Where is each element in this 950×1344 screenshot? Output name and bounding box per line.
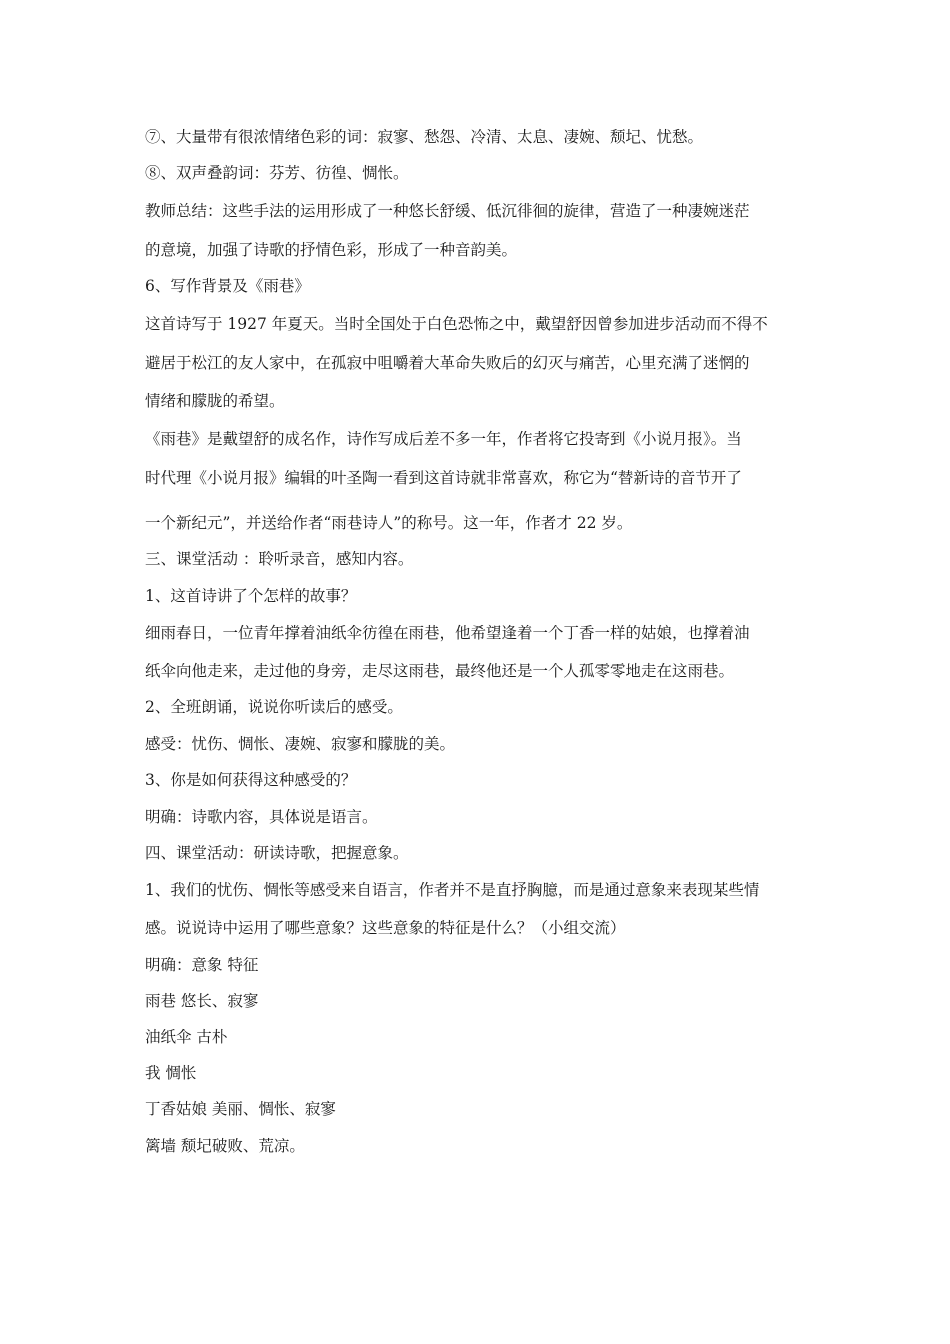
question-heading: 1、我们的忧伤、惆怅等感受来自语言，作者并不是直抒胸臆，而是通过意象来表现某些情: [145, 881, 760, 899]
imagery-item: 我 惆怅: [145, 1064, 197, 1082]
text-line: 避居于松江的友人家中，在孤寂中咀嚼着大革命失败后的幻灭与痛苦，心里充满了迷惘的: [145, 354, 750, 372]
section-heading: 四、课堂活动：研读诗歌，把握意象。: [145, 844, 409, 862]
text-line: 这首诗写于 1927 年夏天。当时全国处于白色恐怖之中，戴望舒因曾参加进步活动而不得不: [145, 315, 768, 333]
text-line: 的意境，加强了诗歌的抒情色彩，形成了一种音韵美。: [145, 241, 518, 259]
imagery-item: 丁香姑娘 美丽、惆怅、寂寥: [145, 1100, 336, 1118]
text-line: 教师总结：这些手法的运用形成了一种悠长舒缓、低沉徘徊的旋律，营造了一种凄婉迷茫: [145, 202, 750, 220]
question-heading: 1、这首诗讲了个怎样的故事？: [145, 587, 357, 605]
text-line: 纸伞向他走来，走过他的身旁，走尽这雨巷，最终他还是一个人孤零零地走在这雨巷。: [145, 662, 735, 680]
table-header-line: 明确：意象 特征: [145, 956, 259, 974]
section-heading: 三、课堂活动 ：聆听录音，感知内容。: [145, 550, 414, 568]
text-line: 感受：忧伤、惆怅、凄婉、寂寥和朦胧的美。: [145, 735, 456, 753]
text-line: 情绪和朦胧的希望。: [145, 392, 285, 410]
text-line: ⑧、双声叠韵词：芬芳、彷徨、惆怅。: [145, 164, 409, 182]
text-line: ⑦、大量带有很浓情绪色彩的词：寂寥、愁怨、冷清、太息、凄婉、颓圮、忧愁。: [145, 128, 704, 146]
text-line: 明确：诗歌内容，具体说是语言。: [145, 808, 378, 826]
text-line: 时代理《小说月报》编辑的叶圣陶一看到这首诗就非常喜欢，称它为“替新诗的音节开了: [145, 469, 742, 487]
question-heading: 3、你是如何获得这种感受的？: [145, 771, 357, 789]
imagery-item: 篱墙 颓圮破败、荒凉。: [145, 1137, 305, 1155]
imagery-item: 雨巷 悠长、寂寥: [145, 992, 259, 1010]
imagery-item: 油纸伞 古朴: [145, 1028, 228, 1046]
text-line: 感。说说诗中运用了哪些意象？这些意象的特征是什么？（小组交流）: [145, 919, 626, 937]
text-line: 《雨巷》是戴望舒的成名作，诗作写成后差不多一年，作者将它投寄到《小说月报》。当: [145, 430, 742, 448]
text-line: 细雨春日，一位青年撑着油纸伞彷徨在雨巷，他希望逢着一个丁香一样的姑娘，也撑着油: [145, 624, 750, 642]
section-heading: 6、写作背景及《雨巷》: [145, 277, 310, 295]
question-heading: 2、全班朗诵，说说你听读后的感受。: [145, 698, 403, 716]
text-line: 一个新纪元”，并送给作者“雨巷诗人”的称号。这一年，作者才 22 岁。: [145, 514, 633, 532]
